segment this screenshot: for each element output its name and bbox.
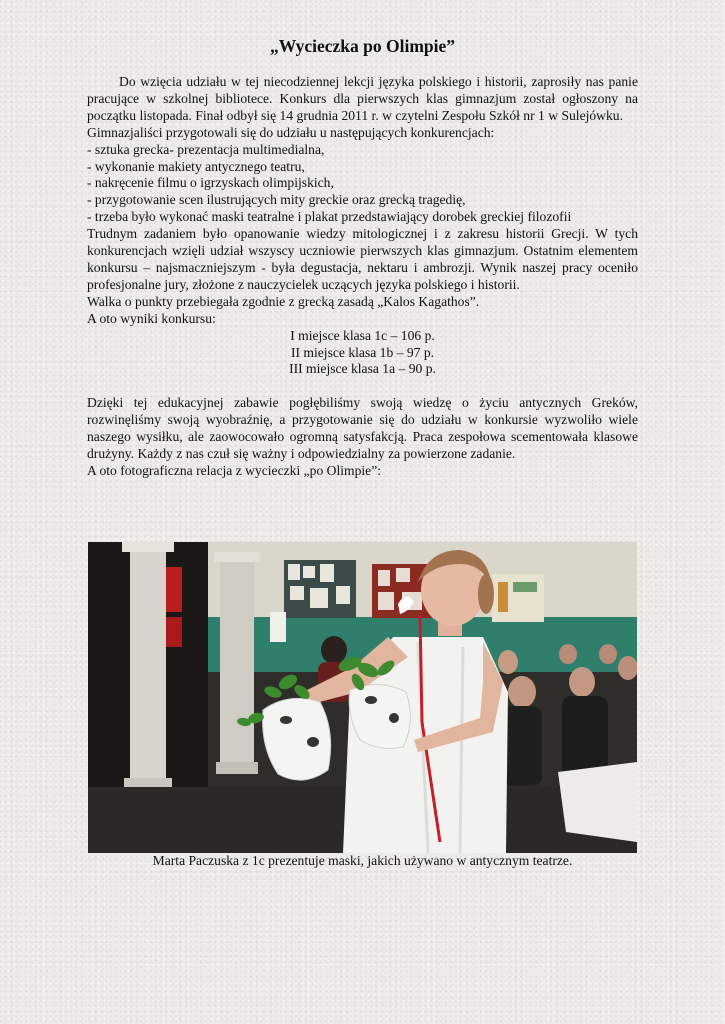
intro-paragraph: Do wzięcia udziału w tej niecodziennej lekcji języka polskiego i historii, zaprosiły nas panie pracujące w szkolnej bibliotece. Konkurs dla pierwszych klas gimnazjum został ogłoszony na początku listopada. Finał odbył się 14 grudnia 2011 r. w czytelni Zespołu Szkół nr 1 w Sulejówku. (87, 74, 638, 123)
result-item: III miejsce klasa 1a – 90 p. (289, 361, 436, 377)
photo-intro: A oto fotograficzna relacja z wycieczki „po Olimpie”: (87, 462, 382, 478)
article-body (87, 74, 638, 480)
document-title: „Wycieczka po Olimpie” (269, 36, 456, 56)
competition-item: - sztuka grecka- prezentacja multimedialna, (87, 141, 325, 157)
competition-item: - trzeba było wykonać maski teatralne i plakat przedstawiający dorobek greckiej filozofii (87, 209, 572, 225)
summary-paragraph: Dzięki tej edukacyjnej zabawie pogłębiliśmy swoją wiedzę o życiu antycznych Greków, rozwinęliśmy swoją wyobraźnię, a przygotowanie się do udziału w konkursie wyzwoliło wiele naszego wysiłku, ale zaowocowało ogromną satysfakcją. Praca zespołowa scementowała klasowe drużyny. Każdy z nas czuł się ważny i odpowiedzialny za powierzone zadanie. (87, 395, 638, 462)
jury-paragraph: Trudnym zadaniem było opanowanie wiedzy mitologicznej i z zakresu historii Grecji. W tych konkurencjach wzięli udział wszyscy uczniowie pierwszych klas gimnazjum. Ostatnim elementem konkursu – najsmaczniejszym - była degustacja, nektaru i ambrozji. Wynik naszej pracy ocenił​o profesjonalne jury, złożone z nauczycielek uczących języka polskiego i historii. (87, 226, 638, 292)
competitions-intro: Gimnazjaliści przygotowali się do udziału u następujących konkurencjach: (87, 124, 495, 140)
photo-caption: Marta Paczuska z 1c prezentuje maski, jakich używano w antycznym teatrze. (152, 853, 573, 868)
competitions-list (87, 142, 638, 227)
photo-illustration (88, 542, 637, 853)
result-item: I miejsce klasa 1c – 106 p. (290, 327, 435, 343)
results-list (87, 328, 638, 379)
event-photo (88, 542, 637, 853)
spacer (87, 378, 638, 395)
competition-item: - nakręcenie filmu o igrzyskach olimpijskich, (87, 175, 334, 191)
result-item: II miejsce klasa 1b – 97 p. (290, 344, 435, 360)
competition-item: - wykonanie makiety antycznego teatru, (87, 158, 305, 174)
kalos-paragraph: Walka o punkty przebiegała zgodnie z grecką zasadą „Kalos Kagathos”. (87, 293, 480, 309)
competition-item: - przygotowanie scen ilustrujących mity greckie oraz grecką tragedię, (87, 192, 466, 208)
results-intro: A oto wyniki konkursu: (87, 310, 216, 326)
